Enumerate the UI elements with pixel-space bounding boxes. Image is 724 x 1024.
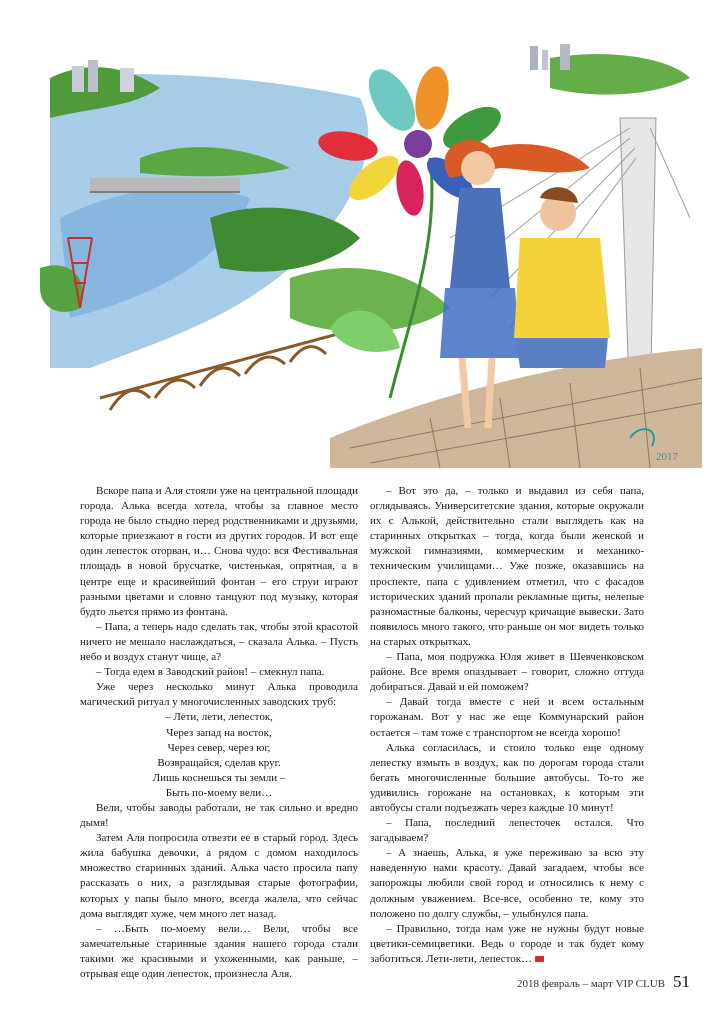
- paragraph: – Давай тогда вместе с ней и всем остальным горожанам. Вот у нас же еще Коммунарский район остается – там тоже с транспортом не всегда хорошо!: [370, 696, 644, 739]
- right-text-column: [370, 484, 644, 967]
- paragraph: – А знаешь, Алька, я уже переживаю за всю эту наведенную нами красоту. Давай загадаем, чтобы все запорожцы любили свой город и относились к нему с должным уважением. Все-все, особенно те, кому это положено по долгу службы, – улыбнулся папа.: [370, 847, 644, 920]
- paragraph: Уже через несколько минут Алька проводила магический ритуал у многочисленных заводских труб:: [80, 681, 358, 709]
- issue-label: 2018 февраль – март VIP CLUB: [516, 978, 665, 990]
- end-of-article-icon: [535, 956, 544, 962]
- left-text-column: [80, 484, 358, 982]
- poem: [80, 710, 358, 801]
- paragraph: – …Быть по-моему вели… Вели, чтобы все замечательные старинные здания нашего города стали такими же красивыми и ухоженными, как раньше, – отрывая еще один лепесток, произнесла Аля.: [80, 922, 358, 980]
- paragraph: – Вот это да, – только и выдавил из себя папа, оглядываясь. Университетские здания, которые окружали их с Алькой, действительно стали выглядеть как на старинных открытках – тогда, когда были женской и мужской гимназиями, коммерческим и механико-техническим училищами… Уже позже, оказавшись на проспекте, папа с удивлением отметил, что с фасадов исторических зданий пропали рекламные щиты, нелепые разномастные балконы, чересчур кричащие вывески. Зато появилось много такого, что раньше он мог видеть только на старых открытках.: [370, 485, 644, 648]
- poem-line: Лишь коснешься ты земли –: [152, 771, 286, 784]
- poem-line: Быть по-моему вели…: [165, 786, 273, 799]
- last-paragraph: [370, 922, 644, 967]
- page-number: 51: [673, 972, 690, 991]
- illustration-signature: 2017: [656, 451, 678, 463]
- city-bridge-scene: [30, 38, 702, 468]
- poem-line: Через север, через юг,: [167, 741, 271, 754]
- poem-line: Через запад на восток,: [166, 726, 272, 739]
- poem-line: – Лети, лети, лепесток,: [165, 711, 273, 724]
- page-footer: [490, 972, 690, 992]
- paragraph: – Папа, последний лепесточек остался. Что загадываем?: [370, 817, 644, 845]
- poem-line: Возвращайся, сделав круг.: [157, 756, 281, 769]
- paragraph-text: – Правильно, тогда нам уже не нужны будут новые цветики-семицветики. Ведь о городе и так будет кому заботиться. Лети-лети, лепесток…: [370, 922, 644, 965]
- watercolor-illustration: [30, 38, 702, 468]
- paragraph: – Папа, моя подружка Юля живет в Шевченковском районе. Все время опаздывает – говорит, сложно оттуда добираться. Давай и ей поможем?: [370, 651, 644, 694]
- paragraph: Вскоре папа и Аля стояли уже на центральной площади города. Алька всегда хотела, чтобы за главное место города не было стыдно перед родственниками и друзьями, которые приезжают в гости из других городов. И вот еще один лепесток оторван, и… Снова чудо: вся Фестивальная площадь в новой брусчатке, чистенькая, опрятная, а в центре еще и красивейший фонтан – его струи играют разными цветами и словно танцуют под музыку, которая будто льется прямо из фонтана.: [80, 485, 358, 618]
- paragraph: – Папа, а теперь надо сделать так, чтобы этой красотой ничего не мешало наслаждаться, – сказала Алька. – Пусть небо и воздух станут чище, а?: [80, 620, 358, 664]
- paragraph: Алька согласилась, и стоило только еще одному лепестку взмыть в воздух, как по дорогам города стали бегать многочисленные большие автобусы. То-то же удивились горожане на остановках, к которым эти автобусы стали подъезжать через каждые 10 минут!: [370, 741, 644, 814]
- paragraph: Вели, чтобы заводы работали, не так сильно и вредно дымя!: [80, 801, 358, 830]
- paragraph: – Тогда едем в Заводский район! – смекнул папа.: [96, 666, 325, 679]
- paragraph: Затем Аля попросила отвезти ее в старый город. Здесь жила бабушка девочки, а рядом с домом находилось множество старинных зданий. Алька часто просила папу рассказать о них, а разглядывая старые фотографии, которых у папы было много, всегда жалела, что сейчас дома выглядят хуже, чем много лет назад.: [80, 832, 358, 920]
